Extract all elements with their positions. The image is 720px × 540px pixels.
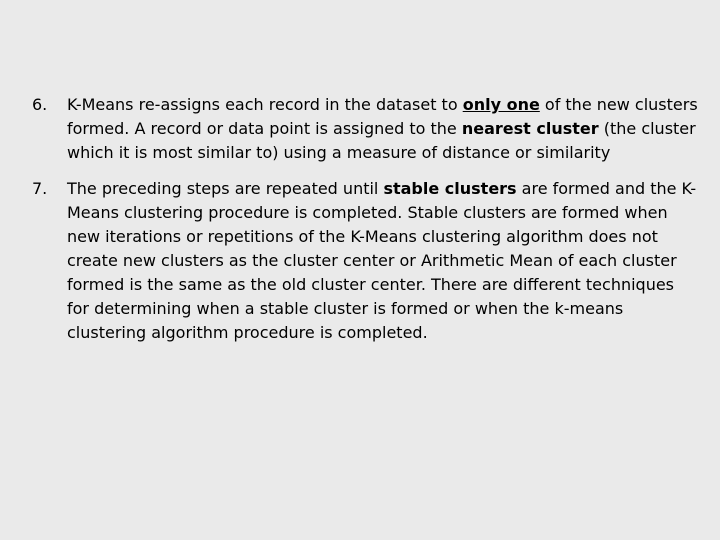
emphasis-nearest-cluster: nearest cluster — [461, 119, 599, 138]
emphasis-only-one: only one — [462, 95, 540, 114]
item-text — [67, 179, 696, 342]
item-number: 6. — [32, 95, 48, 114]
list-item-7 — [32, 177, 700, 345]
numbered-list — [32, 93, 700, 345]
text-segment: K-Means re-assigns each record in the dataset to — [67, 95, 463, 114]
text-segment: (the cluster which it is most similar to) using a measure of distance or similarity — [67, 119, 696, 162]
item-text — [67, 95, 698, 162]
text-segment: The preceding steps are repeated until — [67, 179, 384, 198]
item-number: 7. — [32, 179, 48, 198]
text-segment: are formed and the K-Means clustering procedure is completed. Stable clusters are formed when new iterations or repetitions of the K-Means clustering algorithm does not create new clusters as the cluster center or Arithmetic Mean of each cluster formed is the same as the old cluster center. There are different techniques for determining when a stable cluster is formed or when the k-means clustering algorithm procedure is completed. — [67, 179, 697, 342]
text-segment: of the new clusters formed. A record or data point is assigned to the — [67, 95, 698, 138]
list-item-6 — [32, 93, 700, 165]
emphasis-stable-clusters: stable clusters — [383, 179, 517, 198]
